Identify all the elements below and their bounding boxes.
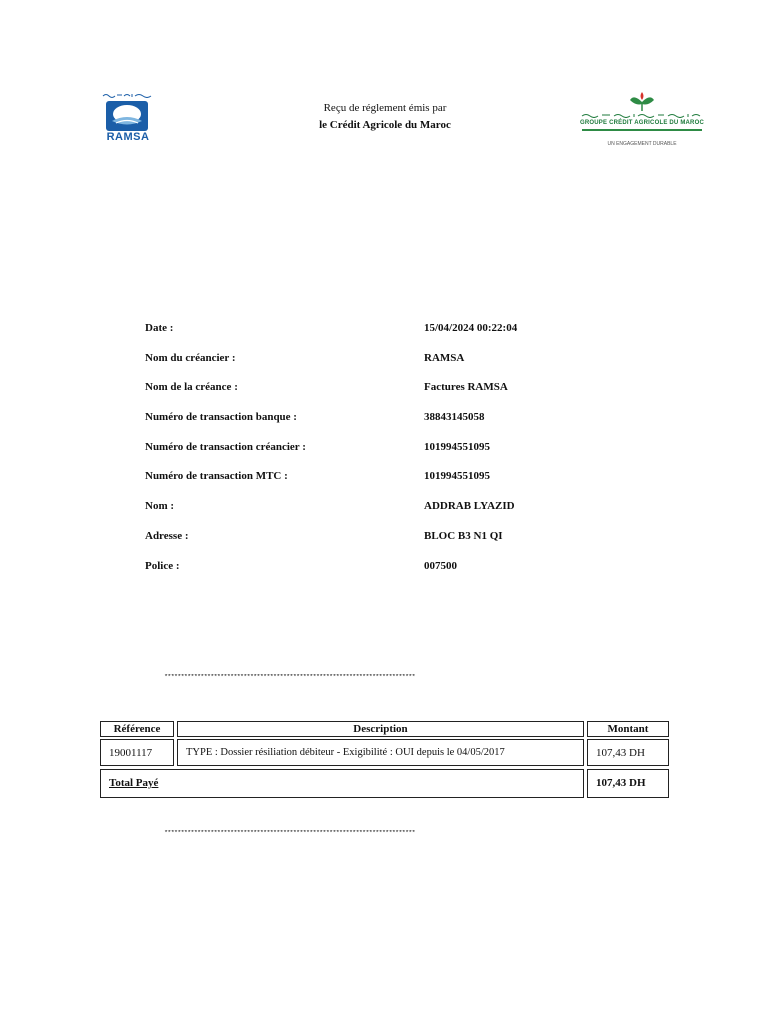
field-value: RAMSA (424, 351, 465, 364)
tagline-text: UN ENGAGEMENT DURABLE (607, 141, 677, 147)
field-label: Police : (145, 559, 180, 572)
field-address (145, 528, 565, 558)
arabic-lettering-icon (580, 112, 702, 118)
receipt-title (250, 100, 520, 134)
field-value: 15/04/2024 00:22:04 (424, 322, 518, 334)
field-label: Adresse : (145, 529, 189, 542)
field-policy (145, 558, 565, 588)
field-mtc-transaction (145, 468, 565, 498)
table-row-amount: 107,43 DH (587, 739, 669, 766)
receipt-details (145, 320, 565, 587)
field-label: Nom de la créance : (145, 381, 238, 394)
group-name-text: GROUPE CRÉDIT AGRICOLE DU MAROC (580, 120, 704, 126)
table-row-reference: 19001117 (100, 739, 174, 766)
title-line-2: le Crédit Agricole du Maroc (319, 119, 451, 131)
separator-bottom: **************************************************************************** (164, 830, 415, 838)
column-header-description: Description (177, 721, 584, 737)
field-creditor-name (145, 350, 565, 380)
crédit-agricole-flower-icon (628, 90, 656, 112)
field-label: Nom du créancier : (145, 351, 236, 364)
field-date (145, 320, 565, 350)
field-label: Numéro de transaction banque : (145, 411, 297, 424)
title-line-1: Reçu de réglement émis par (323, 102, 447, 114)
total-amount: 107,43 DH (587, 769, 669, 798)
field-value: 38843145058 (424, 411, 485, 424)
field-value: 007500 (424, 559, 457, 572)
field-value: 101994551095 (424, 470, 490, 483)
field-creditor-transaction (145, 439, 565, 469)
field-label: Date : (145, 322, 174, 334)
field-name (145, 498, 565, 528)
credit-agricole-logo (580, 90, 705, 152)
ramsa-water-drop-icon (106, 101, 148, 131)
column-header-reference: Référence (100, 721, 174, 737)
field-label: Numéro de transaction MTC : (145, 470, 288, 483)
field-value: Factures RAMSA (424, 381, 508, 394)
separator-top: **************************************************************************** (164, 674, 415, 682)
field-claim-name (145, 379, 565, 409)
ramsa-brand-text: RAMSA (106, 131, 150, 143)
table-row-description: TYPE : Dossier résiliation débiteur - Exigibilité : OUI depuis le 04/05/2017 (177, 739, 584, 766)
payment-table (100, 720, 670, 800)
field-value: BLOC B3 N1 QI (424, 529, 503, 542)
field-label: Numéro de transaction créancier : (145, 440, 306, 453)
total-label-cell (100, 769, 584, 798)
total-label: Total Payé (109, 777, 159, 789)
field-value: ADDRAB LYAZID (424, 500, 515, 513)
logo-divider (582, 129, 702, 131)
ramsa-logo (100, 92, 156, 150)
column-header-amount: Montant (587, 721, 669, 737)
field-label: Nom : (145, 500, 175, 513)
field-value: 101994551095 (424, 440, 490, 453)
field-bank-transaction (145, 409, 565, 439)
arabic-lettering-icon (102, 92, 154, 98)
